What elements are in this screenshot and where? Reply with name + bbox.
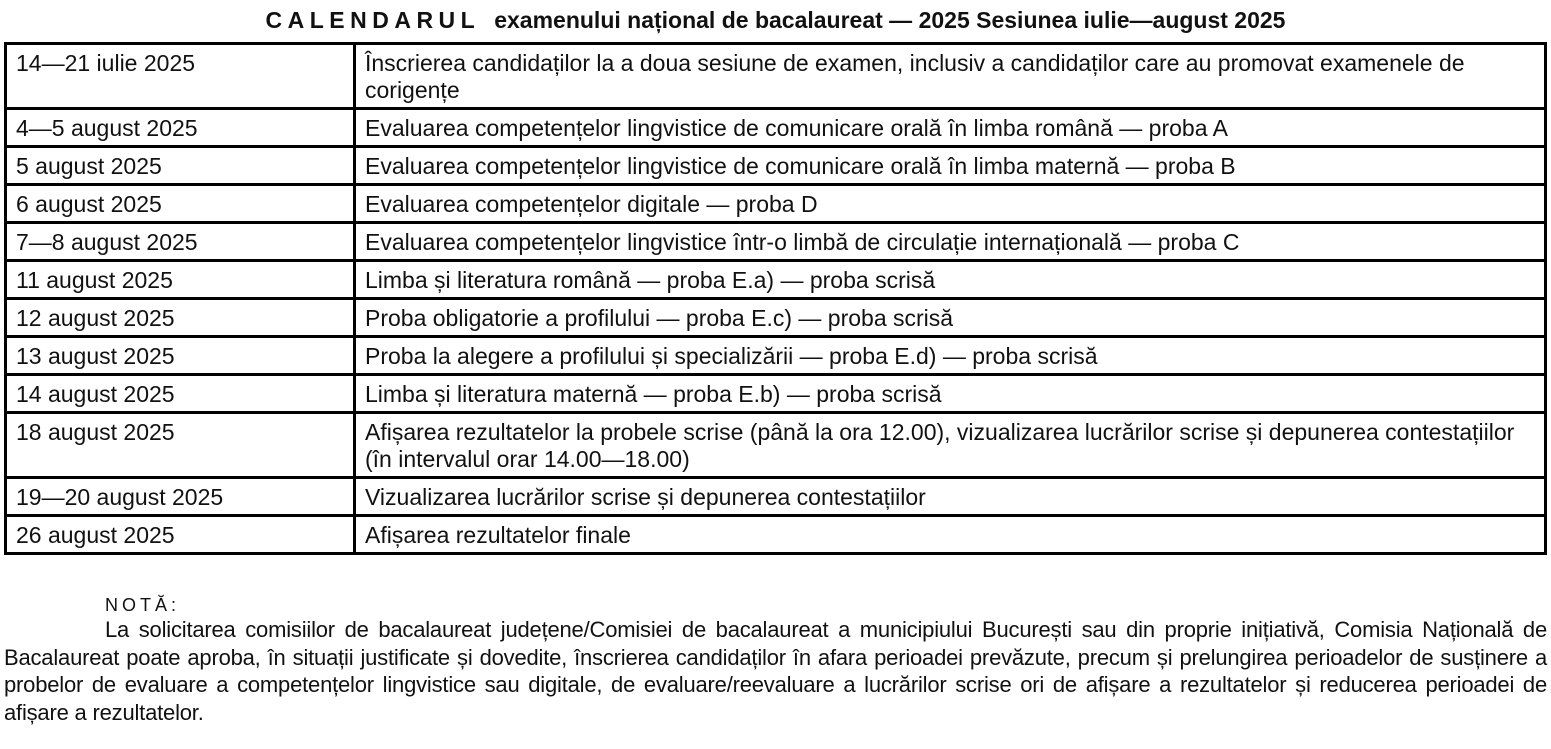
table-row <box>6 337 1546 375</box>
date-cell: 18 august 2025 <box>6 413 355 478</box>
event-cell: Limba și literatura română — proba E.a) — proba scrisă <box>355 261 1546 299</box>
table-row <box>6 147 1546 185</box>
date-cell: 12 august 2025 <box>6 299 355 337</box>
event-cell: Evaluarea competențelor lingvistice de comunicare orală în limba maternă — proba B <box>355 147 1546 185</box>
table-row <box>6 44 1546 109</box>
table-row <box>6 478 1546 516</box>
table-row <box>6 299 1546 337</box>
exam-calendar-table <box>4 42 1547 555</box>
table-row <box>6 413 1546 478</box>
document-title <box>0 6 1551 34</box>
event-cell: Afișarea rezultatelor finale <box>355 516 1546 554</box>
title-rest: examenului național de bacalaureat — 2025 Sesiunea iulie—august 2025 <box>494 7 1286 33</box>
event-cell: Evaluarea competențelor lingvistice de comunicare orală în limba română — proba A <box>355 109 1546 147</box>
table-row <box>6 375 1546 413</box>
table-row <box>6 109 1546 147</box>
date-cell: 26 august 2025 <box>6 516 355 554</box>
date-cell: 11 august 2025 <box>6 261 355 299</box>
event-cell: Evaluarea competențelor lingvistice într-o limbă de circulație internațională — proba C <box>355 223 1546 261</box>
date-cell: 14—21 iulie 2025 <box>6 44 355 109</box>
event-cell: Afișarea rezultatelor la probele scrise (până la ora 12.00), vizualizarea lucrărilor scrise și depunerea contestațiilor (în intervalul orar 14.00—18.00) <box>355 413 1546 478</box>
note-text: La solicitarea comisiilor de bacalaureat județene/Comisiei de bacalaureat a municipiului București sau din proprie inițiativă, Comisia Națională de Bacalaureat poate aproba, în situații justificate și dovedite, înscrierea candidaților în afara perioadei prevăzute, precum și prelungirea perioadelor de susținere a probelor de evaluare a competențelor lingvistice sau digitale, de evaluare/reevaluare a lucrărilor scrise ori de afișare a rezultatelor și reducerea perioadei de afișare a rezultatelor. <box>4 617 1547 725</box>
table-row <box>6 185 1546 223</box>
date-cell: 19—20 august 2025 <box>6 478 355 516</box>
note-label: NOTĂ: <box>105 595 181 615</box>
table-row <box>6 223 1546 261</box>
event-cell: Evaluarea competențelor digitale — proba D <box>355 185 1546 223</box>
date-cell: 13 august 2025 <box>6 337 355 375</box>
event-cell: Proba obligatorie a profilului — proba E.c) — proba scrisă <box>355 299 1546 337</box>
date-cell: 5 august 2025 <box>6 147 355 185</box>
event-cell: Înscrierea candidaților la a doua sesiune de examen, inclusiv a candidaților care au promovat examenele de corigențe <box>355 44 1546 109</box>
event-cell: Limba și literatura maternă — proba E.b) — proba scrisă <box>355 375 1546 413</box>
event-cell: Vizualizarea lucrărilor scrise și depunerea contestațiilor <box>355 478 1546 516</box>
date-cell: 4—5 august 2025 <box>6 109 355 147</box>
date-cell: 7—8 august 2025 <box>6 223 355 261</box>
event-cell: Proba la alegere a profilului și specializării — proba E.d) — proba scrisă <box>355 337 1546 375</box>
title-calendar-word: CALENDARUL <box>265 7 481 33</box>
table-row <box>6 261 1546 299</box>
date-cell: 14 august 2025 <box>6 375 355 413</box>
table-row <box>6 516 1546 554</box>
date-cell: 6 august 2025 <box>6 185 355 223</box>
